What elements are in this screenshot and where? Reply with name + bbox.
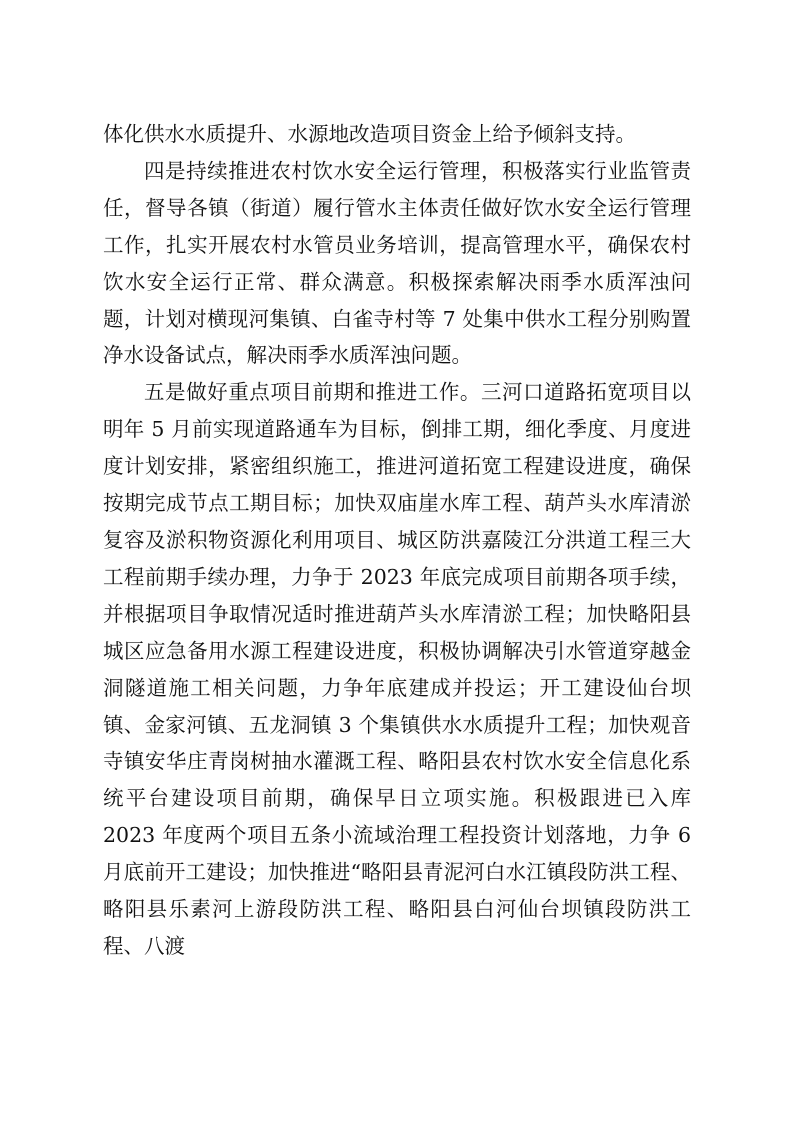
paragraph-item-four: 四是持续推进农村饮水安全运行管理，积极落实行业监管责任，督导各镇（街道）履行管水主体责任做好饮水安全运行管理工作，扎实开展农村水管员业务培训，提高管理水平，确保农村饮水安全运行正常、群众满意。积极探索解决雨季水质浑浊问题，计划对横现河集镇、白雀寺村等 7 处集中供水工程分别购置净水设备试点，解决雨季水质浑浊问题。	[103, 158, 691, 368]
paragraph-continuation: 体化供水水质提升、水源地改造项目资金上给予倾斜支持。	[103, 122, 636, 146]
paragraph-item-five: 五是做好重点项目前期和推进工作。三河口道路拓宽项目以明年 5 月前实现道路通车为目标，倒排工期，细化季度、月度进度计划安排，紧密组织施工，推进河道拓宽工程建设进度，确保按期完成节点工期目标；加快双庙崖水库工程、葫芦头水库清淤复容及淤积物资源化利用项目、城区防洪嘉陵江分洪道工程三大工程前期手续办理，力争于 2023 年底完成项目前期各项手续，并根据项目争取情况适时推进葫芦头水库清淤工程；加快略阳县城区应急备用水源工程建设进度，积极协调解决引水管道穿越金洞隧道施工相关问题，力争年底建成并投运；开工建设仙台坝镇、金家河镇、五龙洞镇 3 个集镇供水水质提升工程；加快观音寺镇安华庄青岗树抽水灌溉工程、略阳县农村饮水安全信息化系统平台建设项目前期，确保早日立项实施。积极跟进已入库 2023 年度两个项目五条小流域治理工程投资计划落地，力争 6 月底前开工建设；加快推进“略阳县青泥河白水江镇段防洪工程、略阳县乐素河上游段防洪工程、略阳县白河仙台坝镇段防洪工程、八渡	[103, 380, 691, 958]
body-text	[103, 116, 691, 965]
